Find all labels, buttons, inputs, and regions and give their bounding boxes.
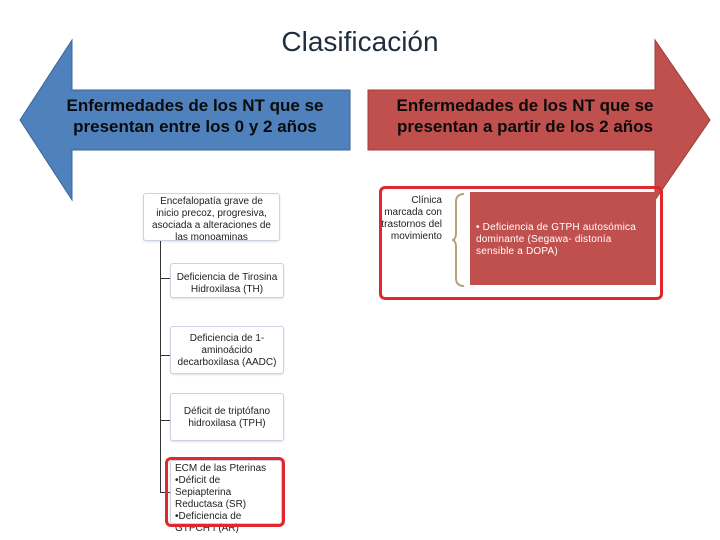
th-box: Deficiencia de Tirosina Hidroxilasa (TH): [170, 263, 284, 298]
connector-th: [160, 278, 170, 279]
page-title: Clasificación: [281, 26, 439, 57]
aadc-box: Deficiencia de 1-aminoácido decarboxilasa (AADC): [170, 326, 284, 374]
ecm-item-sr: •Déficit de Sepiapterina Reductasa (SR): [175, 475, 247, 510]
tph-box: Déficit de triptófano hidroxilasa (TPH): [170, 393, 284, 441]
encefalopatia-box: Encefalopatía grave de inicio precoz, progresiva, asociada a alteraciones de las monoaminas: [143, 193, 280, 241]
left-arrow-label: Enfermedades de los NT que se presentan entre los 0 y 2 años: [66, 96, 324, 136]
connector-aadc: [160, 355, 170, 356]
connector-tph: [160, 420, 170, 421]
ecm-highlight: [165, 457, 285, 527]
ecm-item-gtpch: •Deficiencia de GTPCH I (AR): [175, 511, 242, 534]
gtph-box: • Deficiencia de GTPH autosómica dominante (Segawa- distonía sensible a DOPA): [470, 192, 656, 285]
right-arrow-label: Enfermedades de los NT que se presentan a partir de los 2 años: [396, 96, 654, 136]
clinica-text: Clínica marcada con trastornos del movimiento: [381, 195, 442, 242]
right-highlight: [379, 186, 663, 300]
ecm-title: ECM de las Pterinas: [175, 463, 267, 474]
